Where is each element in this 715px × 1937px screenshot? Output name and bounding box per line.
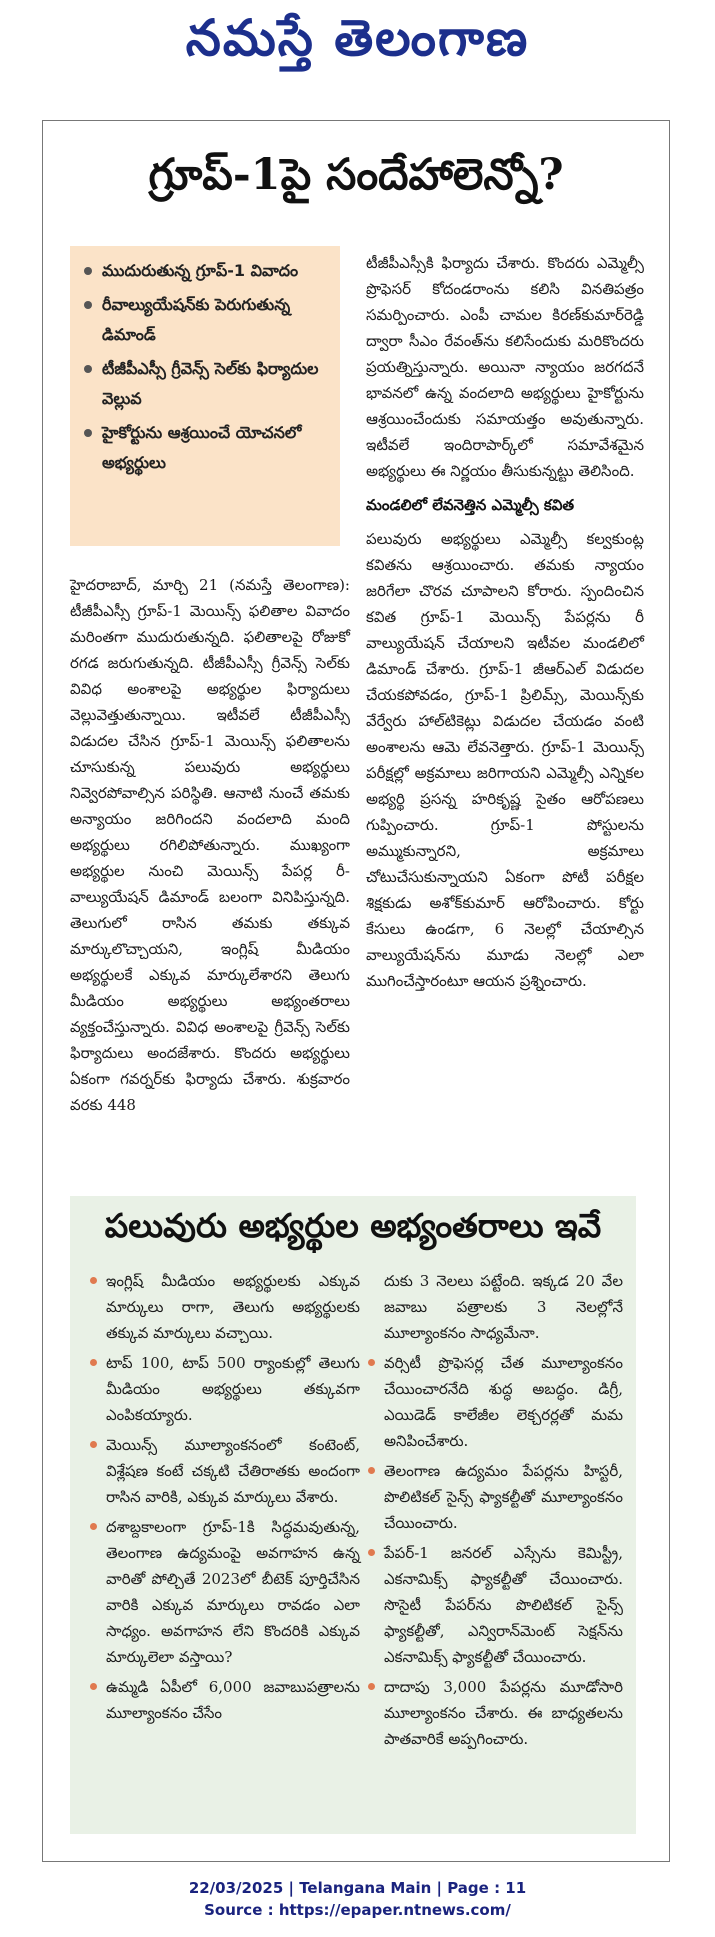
objection-item: ఇంగ్లిష్‌ మీడియం అభ్యర్థులకు ఎక్కువ మార్కులు రాగా, తెలుగు అభ్యర్థులకు తక్కువ మార్కులు వచ్చాయి. <box>90 1268 360 1346</box>
page-footer <box>0 1877 715 1921</box>
bullet-icon <box>90 1441 97 1448</box>
bullet-icon <box>90 1359 97 1366</box>
objection-item: మెయిన్స్‌ మూల్యాంకనంలో కంటెంట్‌, విశ్లేషణ కంటే చక్కటి చేతిరాతకు అందంగా రాసిన వారికి, ఎక్కువ మార్కులు వేశారు. <box>90 1432 360 1510</box>
bullet-icon <box>84 429 92 437</box>
article-paragraph: పలువురు అభ్యర్థులు ఎమ్మెల్సీ కల్వకుంట్ల కవితను ఆశ్రయించారు. తమకు న్యాయం జరిగేలా చొరవ చూపాలని కోరారు. స్పందించిన కవిత గ్రూప్‌-1 మెయిన్స్‌ పేపర్లను రీ వాల్యుయేషన్‌ చేయాలని ఇటీవల మండలిలో డిమాండ్‌ చేశారు. గ్రూప్‌-1 జీఆర్‌ఎల్‌ విడుదల చేయకపోవడం, గ్రూప్‌-1 ప్రిలిమ్స్‌, మెయిన్స్‌కు వేర్వేరు హాల్‌టికెట్లు విడుదల చేయడం వంటి అంశాలను ఆమె లేవనెత్తారు. గ్రూప్‌-1 మెయిన్స్‌ పరీక్షల్లో అక్రమాలు జరిగాయని ఎమ్మెల్సీ ఎన్నికల అభ్యర్థి ప్రసన్న హరికృష్ణ సైతం ఆరోపణలు గుప్పించారు. గ్రూప్‌-1 పోస్టులను అమ్ముకున్నారని, అక్రమాలు చోటుచేసుకున్నాయని ఏకంగా పోటీ పరీక్షల శిక్షకుడు అశోక్‌కుమార్‌ ఆరోపించారు. కోర్టు కేసులు ఉండగా, 6 నెలల్లో చేయాల్సిన వాల్యుయేషన్‌ను మూడు నెలల్లో ఎలా ముగించేస్తారంటూ ఆయన ప్రశ్నించారు. <box>366 530 644 990</box>
objection-item: పేపర్‌-1 జనరల్‌ ఎస్సేను కెమిస్ట్రీ, ఎకనామిక్స్‌ ఫ్యాకల్టీతో చేయించారు. సొసైటీ పేపర్‌ను పొలిటికల్‌ సైన్స్‌ ఫ్యాకల్టీతో, ఎన్విరాన్‌మెంట్‌ సెక్షన్‌ను ఎకనామిక్స్‌ ఫ్యాకల్టీతో చేయించారు. <box>368 1540 623 1670</box>
masthead-logo: నమస్తే తెలంగాణ <box>185 8 530 67</box>
article-subhead: మండలిలో లేవనెత్తిన ఎమ్మెల్సీ కవిత <box>366 496 575 514</box>
bullet-icon <box>90 1523 97 1530</box>
objection-item: తెలంగాణ ఉద్యమం పేపర్లను హిస్టరీ, పొలిటికల్‌ సైన్స్‌ ఫ్యాకల్టీతో మూల్యాంకనం చేయించారు. <box>368 1458 623 1536</box>
bullet-icon <box>90 1277 97 1284</box>
highlight-item: టీజీపీఎస్సీ గ్రీవెన్స్‌ సెల్‌కు ఫిర్యాదుల వెల్లువ <box>84 354 330 414</box>
bullet-icon <box>368 1549 375 1556</box>
article-column-left <box>70 572 350 1118</box>
objection-continuation: దుకు 3 నెలలు పట్టేంది. ఇక్కడ 20 వేల జవాబు పత్రాలకు 3 నెలల్లోనే మూల్యాంకనం సాధ్యమేనా. <box>384 1272 623 1342</box>
objection-item: ఉమ్మడి ఏపీలో 6,000 జవాబుపత్రాలను మూల్యాంకనం చేసేం <box>90 1674 360 1726</box>
article-column-right <box>366 250 644 994</box>
objection-item: టాప్‌ 100, టాప్‌ 500 ర్యాంకుల్లో తెలుగు మీడియం అభ్యర్థులు తక్కువగా ఎంపికయ్యారు. <box>90 1350 360 1428</box>
bullet-icon <box>84 365 92 373</box>
bullet-icon <box>368 1467 375 1474</box>
bullet-icon <box>368 1359 375 1366</box>
highlight-item: ముదురుతున్న గ్రూప్‌-1 వివాదం <box>84 256 330 286</box>
highlight-item: రీవాల్యుయేషన్‌కు పెరుగుతున్న డిమాండ్‌ <box>84 290 330 350</box>
objections-title: పలువురు అభ్యర్థుల అభ్యంతరాలు ఇవే <box>104 1206 602 1245</box>
objection-item: దశాబ్దకాలంగా గ్రూప్‌-1కి సిద్ధమవుతున్న, తెలంగాణ ఉద్యమంపై అవగాహన ఉన్న వారితో పోల్చితే 2023లో బీటెక్‌ పూర్తిచేసిన వారికి ఎక్కువ మార్కులు రావడం ఎలా సాధ్యం. అవగాహన లేని కొందరికి ఎక్కువ మార్కులెలా వస్తాయి? <box>90 1514 360 1670</box>
objections-column-right <box>368 1268 623 1756</box>
bullet-icon <box>368 1683 375 1690</box>
bullet-icon <box>84 267 92 275</box>
article-paragraph: హైదరాబాద్‌, మార్చి 21 (నమస్తే తెలంగాణ): టీజీపీఎస్సీ గ్రూప్‌-1 మెయిన్స్‌ ఫలితాల వివాదం మరింతగా ముదురుతున్నది. ఫలితాలపై రోజుకో రగడ జరుగుతున్నది. టీజీపీఎస్సీ గ్రీవెన్స్‌ సెల్‌కు వివిధ అంశాలపై అభ్యర్థుల ఫిర్యాదులు వెల్లువెత్తుతున్నాయి. ఇటీవలే టీజీపీఎస్సీ విడుదల చేసిన గ్రూప్‌-1 మెయిన్స్‌ ఫలితాలను చూసుకున్న పలువురు అభ్యర్థులు నివ్వెరపోవాల్సిన పరిస్థితి. ఆనాటి నుంచే తమకు అన్యాయం జరిగిందని వందలాది మంది అభ్యర్థులు రగిలిపోతున్నారు. ముఖ్యంగా అభ్యర్థుల నుంచి మెయిన్స్‌ పేపర్ల రీ-వాల్యుయేషన్‌ డిమాండ్‌ బలంగా వినిపిస్తున్నది. తెలుగులో రాసిన తమకు తక్కువ మార్కులొచ్చాయని, ఇంగ్లిష్‌ మీడియం అభ్యర్థులకే ఎక్కువ మార్కులేశారని తెలుగు మీడియం అభ్యర్థులు అభ్యంతరాలు వ్యక్తంచేస్తున్నారు. వివిధ అంశాలపై గ్రీవెన్స్‌ సెల్‌కు ఫిర్యాదులు అందజేశారు. కొందరు అభ్యర్థులు ఏకంగా గవర్నర్‌కు ఫిర్యాదు చేశారు. శుక్రవారం వరకు 448 <box>70 576 350 1114</box>
objections-column-left <box>90 1268 360 1730</box>
objection-item: వర్సిటీ ప్రొఫెసర్ల చేత మూల్యాంకనం చేయించారనేది శుద్ధ అబద్ధం. డిగ్రీ, ఎయిడెడ్‌ కాలేజీల లెక్చరర్లతో మమ అనిపించేశారు. <box>368 1350 623 1454</box>
footer-source-line: Source : https://epaper.ntnews.com/ <box>204 1901 511 1919</box>
highlight-item: హైకోర్టును ఆశ్రయించే యోచనలో అభ్యర్థులు <box>84 418 330 478</box>
bullet-icon <box>84 301 92 309</box>
footer-date-line: 22/03/2025 | Telangana Main | Page : 11 <box>188 1879 527 1897</box>
objection-item: దాదాపు 3,000 పేపర్లను మూడోసారి మూల్యాంకనం చేశారు. ఈ బాధ్యతలను పాతవారికే అప్పగించారు. <box>368 1674 623 1752</box>
masthead <box>0 0 715 88</box>
article-paragraph: టీజీపీఎస్సీకి ఫిర్యాదు చేశారు. కొందరు ఎమ్మెల్సీ ప్రొఫెసర్‌ కోదండరాంను కలిసి వినతిపత్రం సమర్పించారు. ఎంపీ చామల కిరణ్‌కుమార్‌రెడ్డి ద్వారా సీఎం రేవంత్‌ను కలిసేందుకు మరికొందరు ప్రయత్నిస్తున్నారు. అయినా న్యాయం జరగదనే భావనలో ఉన్న వందలాది అభ్యర్థులు హైకోర్టును ఆశ్రయించేందుకు సమాయత్తం అవుతున్నారు. ఇటీవలే ఇందిరాపార్క్‌లో సమావేశమైన అభ్యర్థులు ఈ నిర్ణయం తీసుకున్నట్టు తెలిసింది. <box>366 254 644 480</box>
headline: గ్రూప్‌-1పై సందేహాలెన్నో? <box>148 150 564 200</box>
highlights-box <box>70 246 340 546</box>
bullet-icon <box>90 1683 97 1690</box>
